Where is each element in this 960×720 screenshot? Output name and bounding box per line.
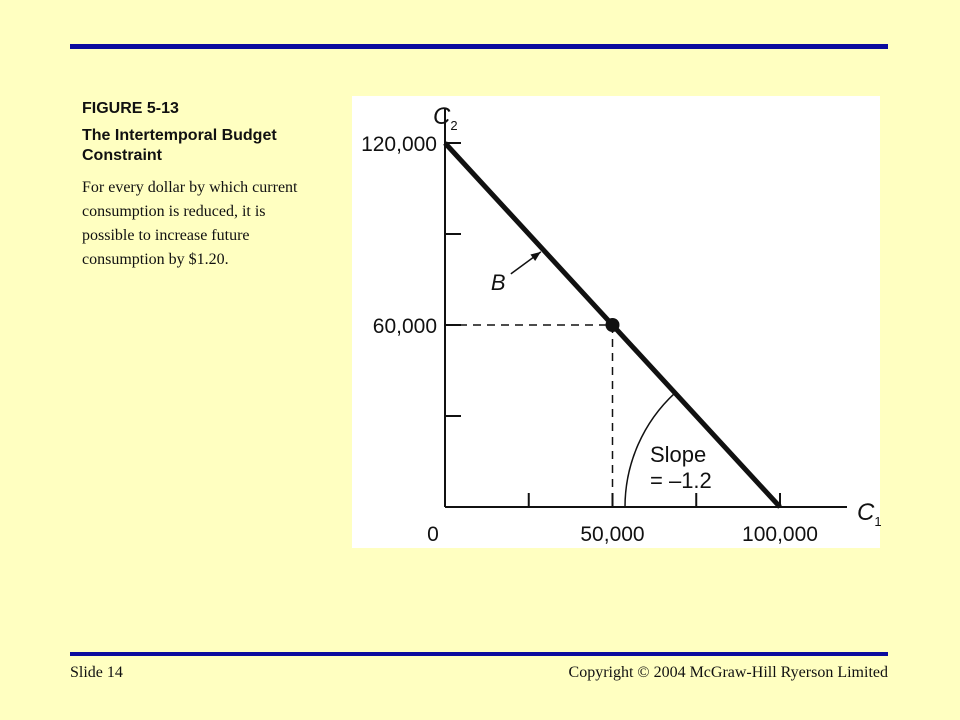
x-tick-label-2: 100,000	[742, 523, 818, 546]
budget-constraint-chart	[352, 96, 880, 548]
slope-label-line1: Slope	[650, 442, 707, 467]
x-axis-label-main: C	[857, 499, 875, 526]
top-rule	[70, 44, 888, 49]
figure-number: FIGURE 5-13	[82, 100, 179, 117]
x-tick-label-1: 50,000	[580, 523, 645, 546]
slope-label-line2: = –1.2	[650, 468, 712, 493]
tick-labels	[361, 133, 818, 546]
consumption-point	[606, 318, 620, 332]
bottom-rule	[70, 652, 888, 656]
x-tick-label-0: 0	[427, 523, 439, 546]
copyright-notice: Copyright © 2004 McGraw-Hill Ryerson Limited	[568, 664, 888, 681]
y-axis-label	[433, 103, 458, 133]
y-tick-label-1: 120,000	[361, 133, 437, 156]
figure-description: For every dollar by which current consumption is reduced, it is possible to increase future consumption by $1.20.	[82, 179, 298, 268]
x-axis-label	[857, 499, 882, 529]
slide-number: Slide 14	[70, 664, 123, 681]
x-axis-label-sub: 1	[874, 514, 882, 529]
y-axis-label-sub: 2	[450, 118, 458, 133]
figure-caption	[82, 100, 322, 272]
arrow-head-icon	[530, 252, 540, 261]
budget-line-label: B	[490, 269, 506, 295]
figure-title: The Intertemporal Budget Constraint	[82, 127, 277, 164]
y-tick-label-0: 60,000	[372, 315, 437, 338]
chart-svg	[352, 96, 880, 548]
y-axis-label-main: C	[433, 103, 451, 130]
